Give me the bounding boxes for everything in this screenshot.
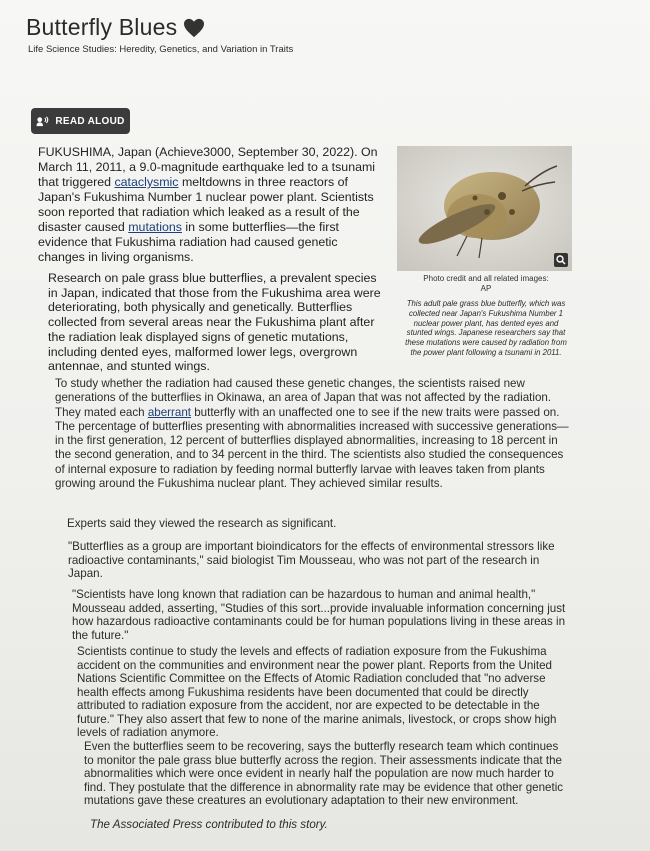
page-subtitle: Life Science Studies: Heredity, Genetics, and Variation in Traits [28, 44, 294, 55]
photo-credit-label: Photo credit and all related images: [423, 274, 549, 283]
paragraph-8: Even the butterflies seem to be recovering, says the butterfly research team which continues to monitor the pale grass blue butterfly across the region. Their assessments indicate that the abnormalities which were once evident in nearly half the population are now much harder to find. They postulate that the difference in abnormality rate may be evidence that other genetic mutations gave these creatures an evolutionary adaptation to their new environment. [84, 740, 564, 807]
photo-credit [405, 274, 567, 294]
page-title: Butterfly Blues [26, 14, 178, 40]
paragraph-5: "Butterflies as a group are important bioindicators for the effects of environmental stressors like radioactive contaminants," said biologist Tim Mousseau, who was not part of the research in Japan. [68, 540, 555, 580]
paragraph-1 [38, 145, 384, 265]
butterfly-image [397, 146, 572, 271]
text-span: butterfly with an unaffected one to see if the new traits were passed on. The percentage of butterflies presenting with abnormalities increased with successive generations—in the first generation, 12 percent of butterflies displayed abnormalities, increasing to 18 percent in the second generation, and to 34 percent in the third. The scientists also studied the consequences of internal exposure to radiation by feeding normal butterfly larvae with leaves taken from plants growing around the Fukushima nuclear plant. They achieved similar results. [55, 405, 569, 491]
word-link-cataclysmic[interactable]: cataclysmic [114, 175, 179, 189]
text-span: FUKUSHIMA, Japan (Achieve3000, September 30, 2022). On March 11, 2011, a 9.0-magnitude earthquake led to a tsunami that triggered [38, 145, 378, 189]
word-link-aberrant[interactable]: aberrant [147, 405, 191, 419]
paragraph-2: Research on pale grass blue butterflies, a prevalent species in Japan, indicated that those from the Fukushima area were deteriorating, both physically and genetically. Butterflies collected from several areas near the Fukushima plant after the radiation leak displayed signs of genetic mutations, including dented eyes, malformed lower legs, overgrown antennae, and stunted wings. [48, 271, 381, 374]
paragraph-4: Experts said they viewed the research as significant. [67, 517, 337, 530]
photo-caption: This adult pale grass blue butterfly, which was collected near Japan's Fukushima Number 1 nuclear power plant, has dented eyes and stunted wings. Japanese researchers say that these mutations were caused by radiation from the power plant following a tsunami in 2011. [405, 299, 567, 357]
paragraph-6: "Scientists have long known that radiation can be hazardous to human and animal health," Mousseau added, asserting, "Studies of this sort...provide invaluable information concerning just how hazardous radioactive contaminants could be for human populations living in these areas in the future." [72, 588, 566, 642]
butterfly-photo[interactable] [397, 146, 572, 271]
text-span: meltdowns in three reactors of Japan's Fukushima Number 1 nuclear power plant. Scientists soon reported that radiation which leaked as a result of the disaster caused [38, 175, 374, 234]
title-row [26, 14, 205, 41]
attribution: The Associated Press contributed to this story. [90, 818, 328, 831]
read-aloud-button[interactable] [31, 108, 130, 134]
speaker-icon [36, 116, 49, 127]
heart-icon[interactable] [183, 18, 205, 38]
paragraph-7: Scientists continue to study the levels and effects of radiation exposure from the Fukushima accident on the communities and environment near the power plant. Reports from the United Nations Scientific Committee on the Effects of Atomic Radiation concluded that "no adverse health effects among Fukushima residents have been documented that could be directly attributed to radiation exposure from the accident, nor are expected to be detectable in the future." They also assert that few to none of the marine animals, livestock, or crops show high levels of radiation anymore. [77, 645, 557, 739]
word-link-mutations[interactable]: mutations [128, 220, 182, 234]
zoom-icon[interactable] [554, 253, 568, 267]
text-span: in some butterflies—the first evidence that Fukushima radiation had caused genetic changes in living organisms. [38, 220, 339, 264]
photo-credit-source: AP [480, 284, 492, 293]
paragraph-3 [55, 377, 575, 491]
text-span: To study whether the radiation had caused these genetic changes, the scientists raised new generations of the butterflies in Okinawa, an area of Japan that was not affected by the radiation. They mated each [55, 377, 552, 419]
read-aloud-label: READ ALOUD [55, 115, 125, 127]
